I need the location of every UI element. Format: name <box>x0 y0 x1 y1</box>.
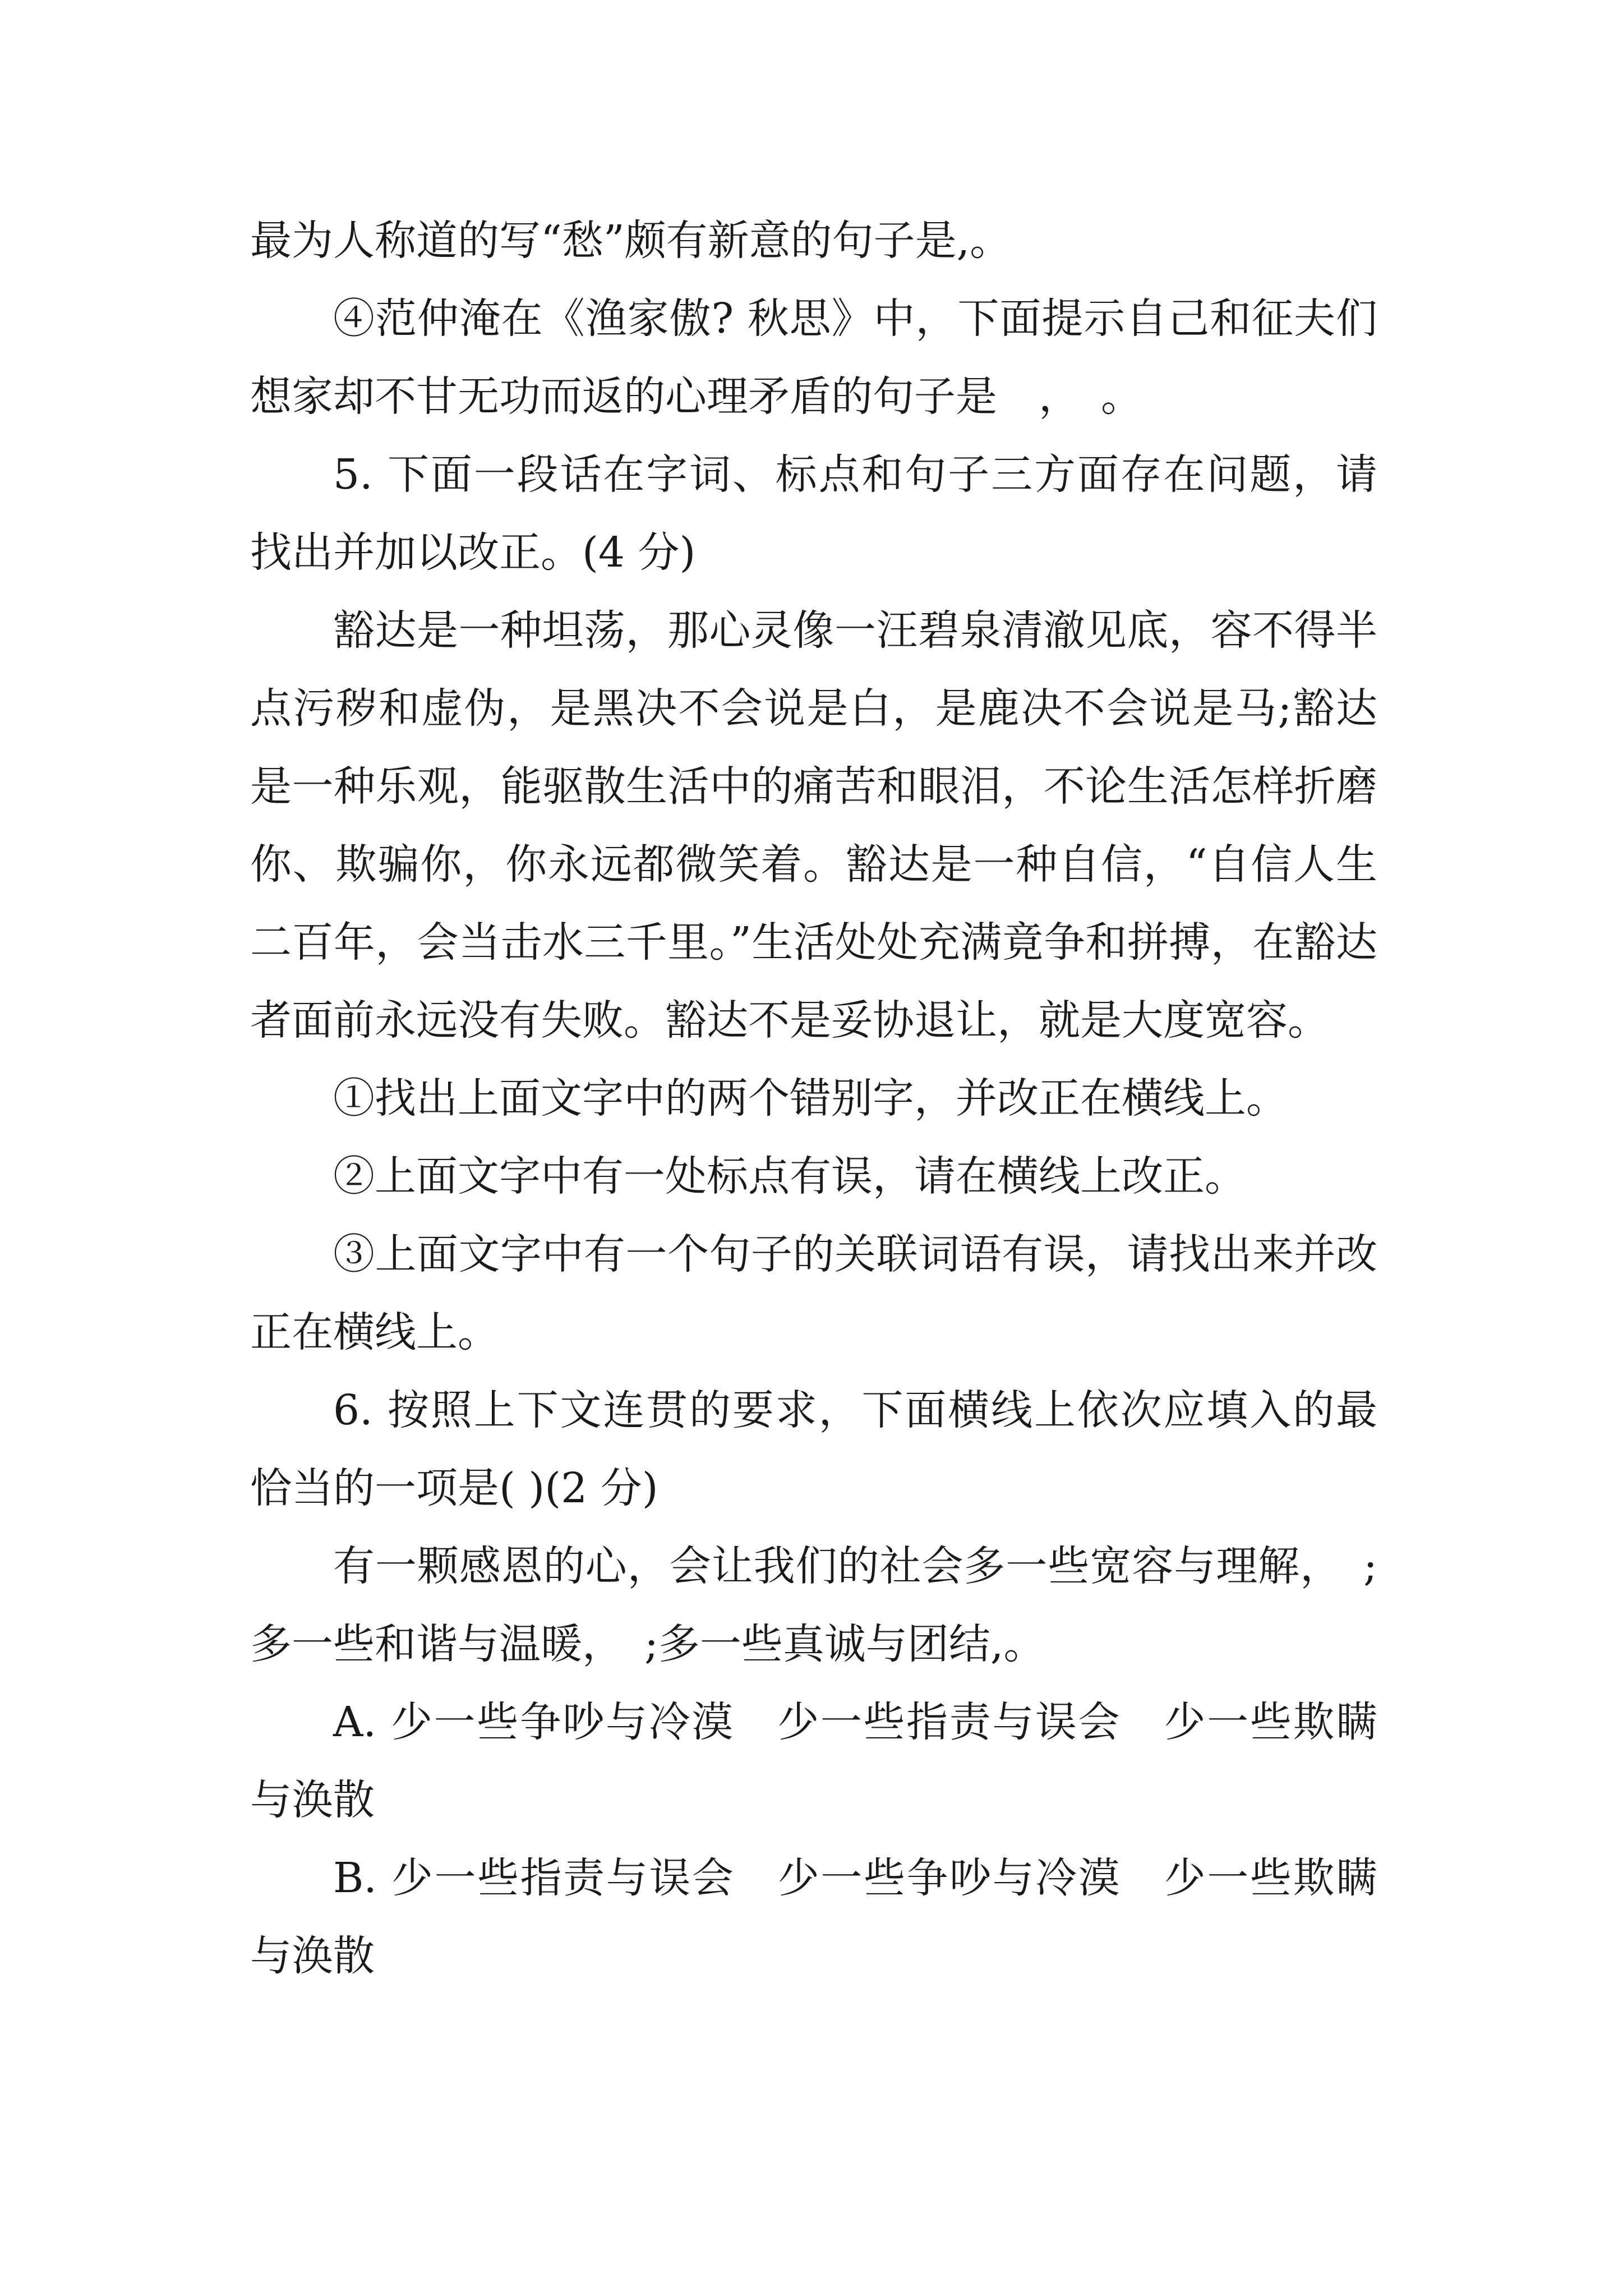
paragraph-sub-question-3: ③上面文字中有一个句子的关联词语有误，请找出来并改正在横线上。 <box>250 1230 1377 1356</box>
paragraph-question-5: 5. 下面一段话在字词、标点和句子三方面存在问题，请找出并加以改正。(4 分) <box>250 450 1377 577</box>
paragraph-passage: 豁达是一种坦荡，那心灵像一汪碧泉清澈见底，容不得半点污秽和虚伪，是黑决不会说是白，是鹿决不会说是马;豁达是一种乐观，能驱散生活中的痛苦和眼泪，不论生活怎样折磨你、欺骗你，你永远都微笑着。豁达是一种自信，“自信人生二百年，会当击水三千里。”生活处处充满竟争和拼搏，在豁达者面前永远没有失败。豁达不是妥协退让，就是大度宽容。 <box>250 606 1377 1045</box>
paragraph-sub-question-2: ②上面文字中有一处标点有误，请在横线上改正。 <box>333 1152 1246 1200</box>
paragraph-option-a: A. 少一些争吵与冷漠 少一些指责与误会 少一些欺瞒与涣散 <box>250 1698 1377 1824</box>
paragraph-question-6: 6. 按照上下文连贯的要求，下面横线上依次应填入的最恰当的一项是( )(2 分) <box>250 1386 1377 1512</box>
paragraph-question-6-passage: 有一颗感恩的心，会让我们的社会多一些宽容与理解， ;多一些和谐与温暖， ;多一些真诚与团结,。 <box>250 1542 1377 1668</box>
paragraph-sub-question-1: ①找出上面文字中的两个错别字，并改正在横线上。 <box>333 1074 1288 1122</box>
paragraph-question-4-item-4: ④范仲淹在《渔家傲? 秋思》中，下面提示自己和征夫们想家却不甘无功而返的心理矛盾的句子是 ， 。 <box>250 295 1377 421</box>
document-body <box>250 202 1377 1995</box>
paragraph-option-b: B. 少一些指责与误会 少一些争吵与冷漠 少一些欺瞒与涣散 <box>250 1854 1377 1980</box>
paragraph-line-1: 最为人称道的写“愁”颇有新意的句子是,。 <box>250 217 1012 265</box>
